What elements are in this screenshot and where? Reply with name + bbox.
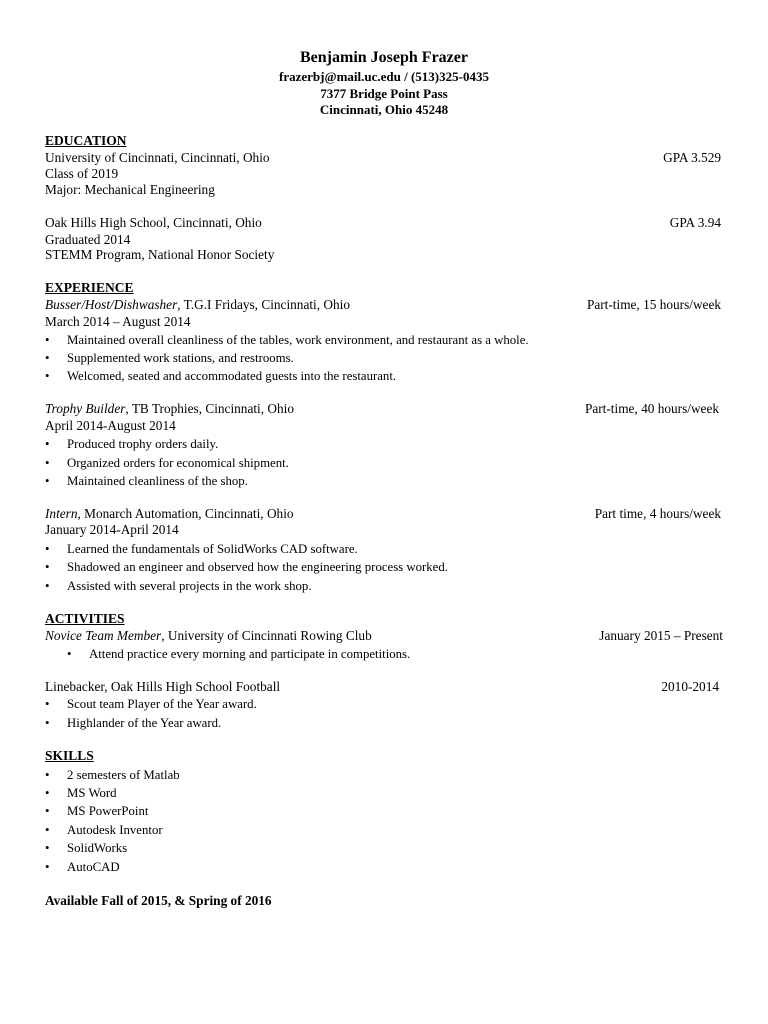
job-hours: Part time, 4 hours/week: [594, 506, 721, 521]
skill-text: 2 semesters of Matlab: [67, 768, 180, 782]
school-programs: STEMM Program, National Honor Society: [45, 247, 275, 262]
city-state-zip: Cincinnati, Ohio 45248: [319, 102, 449, 117]
activity-org: Linebacker, Oak Hills High School Football: [45, 679, 281, 694]
skill-text: MS Word: [67, 786, 117, 800]
bullet-text: Learned the fundamentals of SolidWorks CAD software.: [67, 542, 358, 556]
contact-email-phone: frazerbj@mail.uc.edu / (513)325-0435: [279, 69, 489, 84]
street-address: 7377 Bridge Point Pass: [320, 85, 448, 101]
candidate-name: Benjamin Joseph Frazer: [300, 49, 468, 66]
job-employer: , TB Trophies, Cincinnati, Ohio: [125, 401, 294, 416]
job-title: Trophy Builder: [45, 401, 126, 416]
activity-dates: 2010-2014: [661, 679, 719, 694]
bullet-icon: •: [45, 716, 50, 730]
school-name: Oak Hills High School, Cincinnati, Ohio: [45, 215, 262, 230]
job-hours: Part-time, 15 hours/week: [586, 297, 721, 312]
activity-dates: January 2015 – Present: [599, 628, 723, 643]
bullet-icon: •: [45, 456, 50, 470]
bullet-icon: •: [45, 542, 50, 556]
bullet-icon: •: [45, 437, 50, 451]
bullet-text: Shadowed an engineer and observed how the engineering process worked.: [67, 560, 448, 574]
resume-header: [0, 48, 768, 119]
bullet-icon: •: [45, 786, 50, 800]
bullet-text: Organized orders for economical shipment.: [67, 456, 289, 470]
bullet-icon: •: [45, 560, 50, 574]
bullet-icon: •: [45, 351, 50, 365]
job-employer: , Monarch Automation, Cincinnati, Ohio: [77, 506, 294, 521]
bullet-icon: •: [45, 804, 50, 818]
job-entry: [45, 506, 721, 523]
job-entry: [45, 297, 721, 314]
bullet-text: Maintained overall cleanliness of the tables, work environment, and restaurant as a whole.: [67, 333, 529, 347]
bullet-text: Maintained cleanliness of the shop.: [67, 474, 248, 488]
education-entry: [45, 215, 721, 232]
bullet-text: Attend practice every morning and participate in competitions.: [89, 647, 411, 661]
job-dates: January 2014-April 2014: [45, 522, 179, 537]
bullet-icon: •: [45, 579, 50, 593]
bullet-text: Supplemented work stations, and restrooms.: [67, 351, 294, 365]
bullet-icon: •: [45, 369, 50, 383]
job-hours: Part-time, 40 hours/week: [584, 401, 719, 416]
bullet-text: Highlander of the Year award.: [67, 716, 222, 730]
education-entry: [45, 150, 721, 167]
job-dates: April 2014-August 2014: [45, 418, 176, 433]
bullet-icon: •: [45, 474, 50, 488]
job-title: Busser/Host/Dishwasher: [45, 297, 178, 312]
skills-heading: SKILLS: [45, 748, 94, 763]
activity-org: , University of Cincinnati Rowing Club: [161, 628, 372, 643]
job-dates: March 2014 – August 2014: [45, 314, 191, 329]
bullet-icon: •: [45, 860, 50, 874]
job-employer: , T.G.I Fridays, Cincinnati, Ohio: [177, 297, 350, 312]
activity-title: Novice Team Member: [45, 628, 162, 643]
job-title: Intern: [45, 506, 78, 521]
bullet-icon: •: [45, 841, 50, 855]
school-gpa: GPA 3.94: [669, 215, 721, 230]
job-entry: [45, 401, 721, 418]
school-name: University of Cincinnati, Cincinnati, Ohio: [45, 150, 270, 165]
bullet-icon: •: [45, 768, 50, 782]
experience-heading: EXPERIENCE: [45, 280, 134, 295]
bullet-icon: •: [45, 697, 50, 711]
bullet-icon: •: [45, 333, 50, 347]
skill-text: MS PowerPoint: [67, 804, 149, 818]
bullet-text: Welcomed, seated and accommodated guests into the restaurant.: [67, 369, 397, 383]
education-heading: EDUCATION: [45, 133, 127, 148]
bullet-text: Scout team Player of the Year award.: [67, 697, 257, 711]
skill-text: Autodesk Inventor: [67, 823, 163, 837]
activities-heading: ACTIVITIES: [45, 611, 125, 626]
bullet-text: Produced trophy orders daily.: [67, 437, 219, 451]
skill-text: SolidWorks: [67, 841, 128, 855]
bullet-icon: •: [45, 823, 50, 837]
school-major: Major: Mechanical Engineering: [45, 182, 215, 197]
availability-note: Available Fall of 2015, & Spring of 2016: [45, 893, 272, 908]
school-class: Class of 2019: [45, 166, 119, 181]
bullet-text: Assisted with several projects in the work shop.: [67, 579, 312, 593]
school-graduation: Graduated 2014: [45, 232, 131, 247]
skill-text: AutoCAD: [67, 860, 120, 874]
school-gpa: GPA 3.529: [663, 150, 721, 165]
activity-entry: [45, 679, 721, 696]
activity-entry: [45, 628, 721, 645]
bullet-icon: •: [67, 647, 72, 661]
